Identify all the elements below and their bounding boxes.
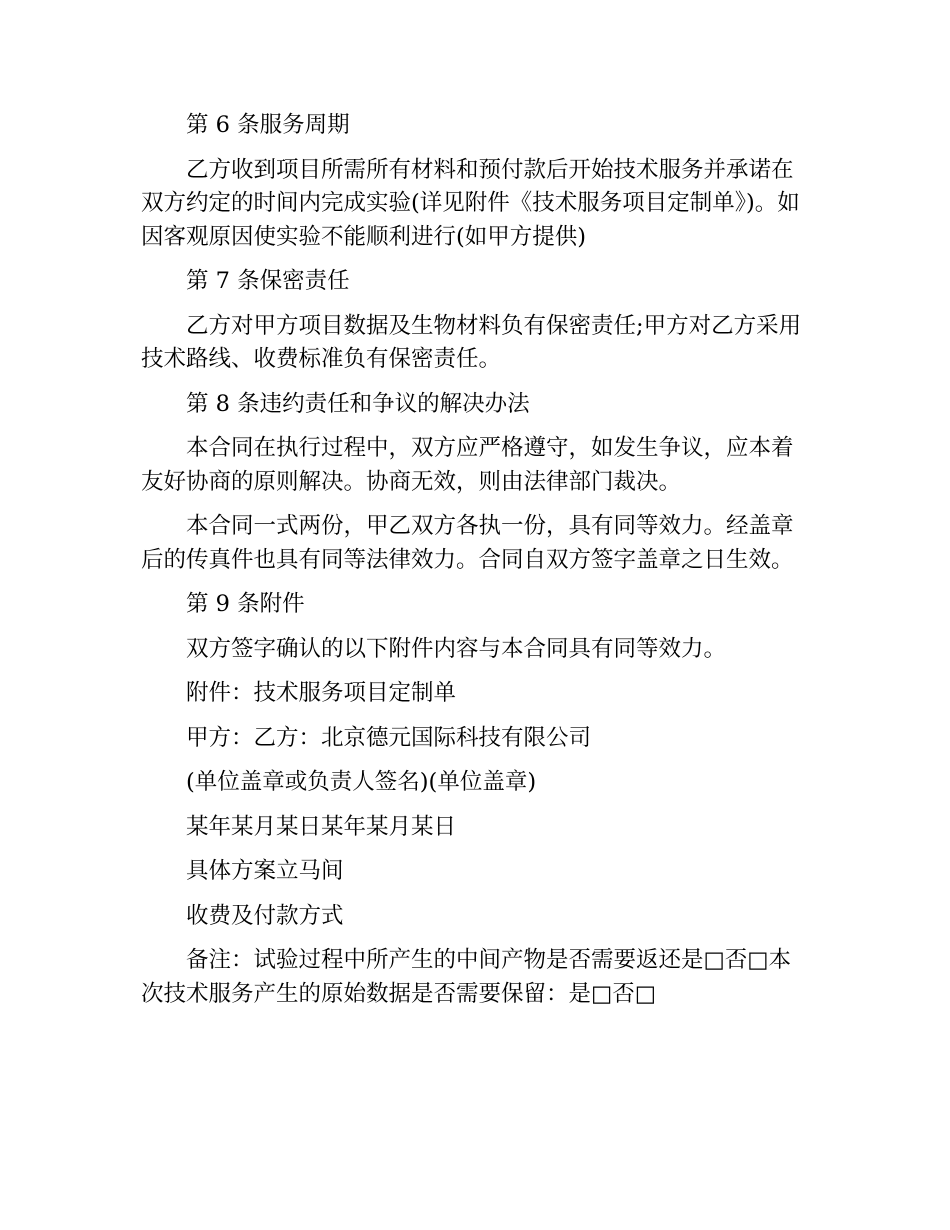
parties-line: 甲方：乙方：北京德元国际科技有限公司 bbox=[186, 724, 592, 751]
paragraph-contract-copies: 本合同一式两份，甲乙双方各执一份，具有同等效力。经盖章后的传真件也具有同等法律效力。合同自双方签字盖章之日生效。 bbox=[141, 513, 794, 573]
payment-line: 收费及付款方式 bbox=[186, 902, 344, 929]
document-body bbox=[141, 109, 809, 1022]
section-heading-9: 第 9 条附件 bbox=[186, 591, 305, 617]
attachment-line: 附件：技术服务项目定制单 bbox=[186, 680, 457, 706]
seal-signature-line: (单位盖章或负责人签名)(单位盖章) bbox=[186, 769, 537, 795]
section-heading-8: 第 8 条违约责任和争议的解决办法 bbox=[186, 390, 530, 417]
section-heading-7: 第 7 条保密责任 bbox=[186, 268, 350, 294]
paragraph-confidentiality: 乙方对甲方项目数据及生物材料负有保密责任;甲方对乙方采用技术路线、收费标准负有保密责任。 bbox=[141, 312, 802, 372]
paragraph-attachment-effect: 双方签字确认的以下附件内容与本合同具有同等效力。 bbox=[186, 635, 727, 662]
remarks-paragraph: 备注：试验过程中所产生的中间产物是否需要返还是□否□本次技术服务产生的原始数据是否需要保留：是□否□ bbox=[141, 947, 792, 1007]
paragraph-service-period: 乙方收到项目所需所有材料和预付款后开始技术服务并承诺在双方约定的时间内完成实验(详见附件《技术服务项目定制单》)。如因客观原因使实验不能顺利进行(如甲方提供) bbox=[141, 156, 800, 250]
plan-line: 具体方案立马间 bbox=[186, 858, 344, 884]
section-heading-6: 第 6 条服务周期 bbox=[186, 112, 350, 138]
date-line: 某年某月某日某年某月某日 bbox=[186, 813, 457, 840]
paragraph-dispute-resolution: 本合同在执行过程中，双方应严格遵守，如发生争议，应本着友好协商的原则解决。协商无效，则由法律部门裁决。 bbox=[141, 435, 794, 495]
